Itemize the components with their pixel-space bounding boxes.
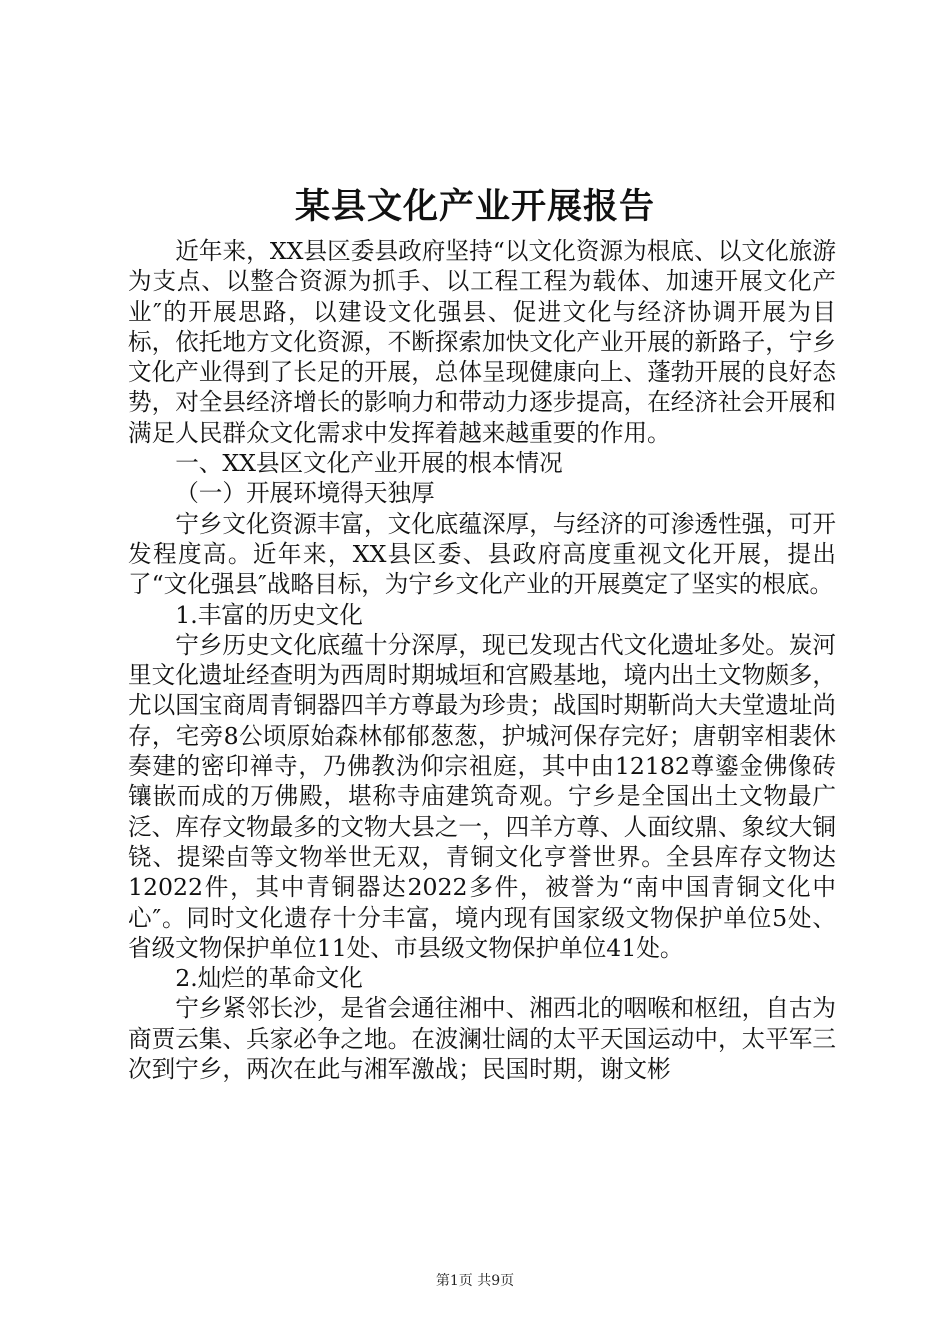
paragraph-history-culture: 宁乡历史文化底蕴十分深厚，现已发现古代文化遗址多处。炭河里文化遗址经查明为西周时期城垣和宫殿基地，境内出土文物颇多，尤以国宝商周青铜器四羊方尊最为珍贵；战国时期靳尚大夫堂遗址尚存，宅旁8公顷原始森林郁郁葱葱，护城河保存完好；唐朝宰相裴休奏建的密印禅寺，乃佛教沩仰宗祖庭，其中由12182尊鎏金佛像砖镶嵌而成的万佛殿，堪称寺庙建筑奇观。宁乡是全国出土文物最广泛、库存文物最多的文物大县之一，四羊方尊、人面纹鼎、象纹大铜铙、提梁卣等文物举世无双，青铜文化亨誉世界。全县库存文物达12022件，其中青铜器达2022多件，被誉为“南中国青铜文化中心″。同时文化遗存十分丰富，境内现有国家级文物保护单位5处、省级文物保护单位11处、市县级文物保护单位41处。 bbox=[128, 630, 836, 962]
document-title: 某县文化产业开展报告 bbox=[294, 186, 655, 227]
paragraph-environment: 宁乡文化资源丰富，文化底蕴深厚，与经济的可渗透性强，可开发程度高。近年来，XX县区委、县政府高度重视文化开展，提出了“文化强县″战略目标，为宁乡文化产业的开展奠定了坚实的根底。 bbox=[128, 509, 836, 599]
heading-history-culture: 1.丰富的历史文化 bbox=[175, 600, 363, 629]
document-body bbox=[128, 236, 836, 1084]
heading-subsection-1: （一）开展环境得天独厚 bbox=[175, 479, 435, 508]
paragraph-intro: 近年来，XX县区委县政府坚持“以文化资源为根底、以文化旅游为支点、以整合资源为抓手、以工程工程为载体、加速开展文化产业″的开展思路，以建设文化强县、促进文化与经济协调开展为目标，依托地方文化资源，不断探索加快文化产业开展的新路子，宁乡文化产业得到了长足的开展，总体呈现健康向上、蓬勃开展的良好态势，对全县经济增长的影响力和带动力逐步提高，在经济社会开展和满足人民群众文化需求中发挥着越来越重要的作用。 bbox=[128, 237, 836, 447]
heading-revolution-culture: 2.灿烂的革命文化 bbox=[175, 964, 363, 993]
paragraph-revolution-culture: 宁乡紧邻长沙，是省会通往湘中、湘西北的咽喉和枢纽，自古为商贾云集、兵家必争之地。在波澜壮阔的太平天国运动中，太平军三次到宁乡，两次在此与湘军激战；民国时期，谢文彬 bbox=[128, 994, 836, 1084]
heading-section-1: 一、XX县区文化产业开展的根本情况 bbox=[175, 449, 563, 478]
page-footer: 第1页 共9页 bbox=[435, 1273, 515, 1289]
